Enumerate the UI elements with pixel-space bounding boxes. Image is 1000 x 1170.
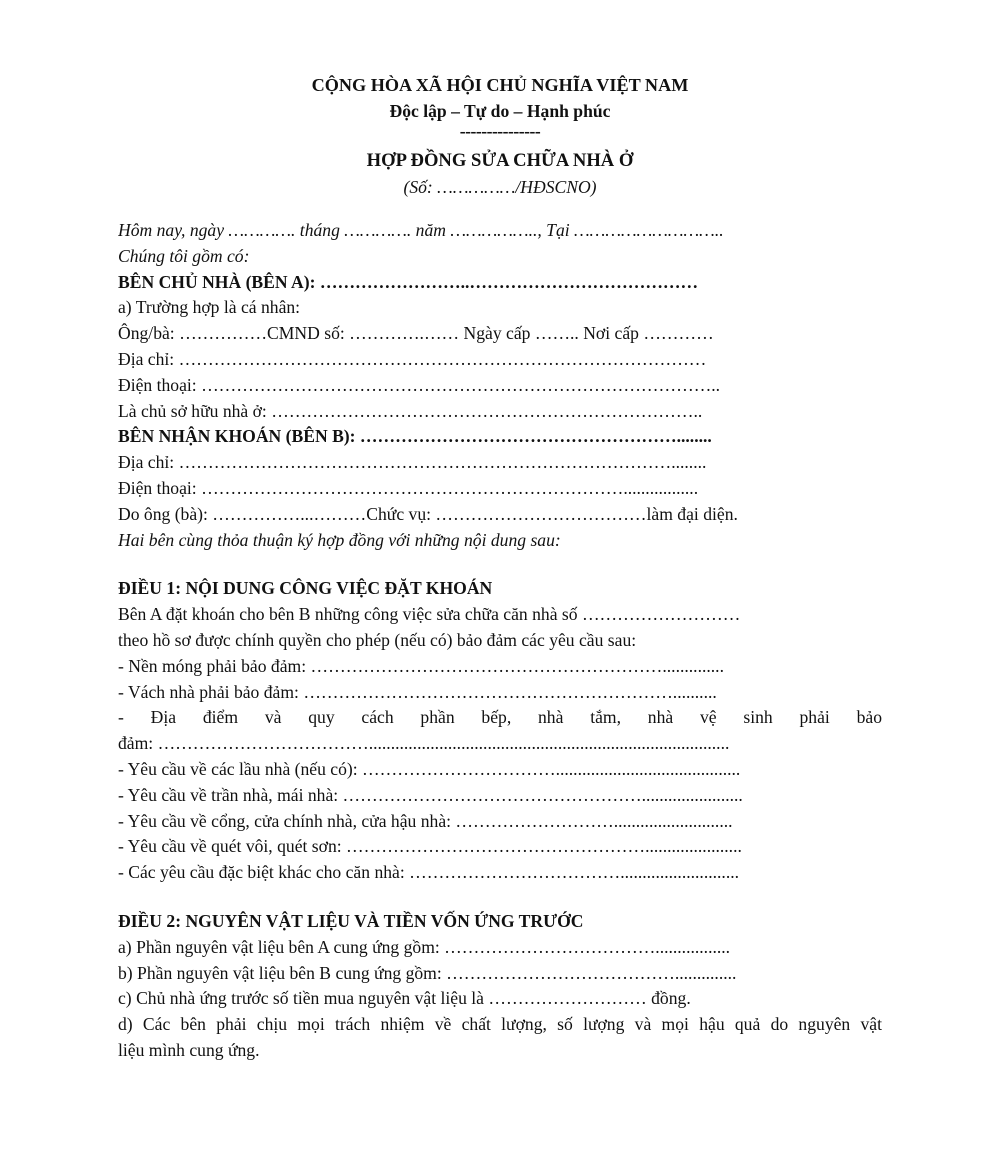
parties-intro: Chúng tôi gồm có: [118,245,250,266]
contract-page [118,72,882,1064]
article-1-heading: ĐIỀU 1: NỘI DUNG CÔNG VIỆC ĐẶT KHOÁN [118,578,493,599]
party-b-phone: Điện thoại: ………………………………………………………………................. [118,477,699,498]
party-b-heading: BÊN NHẬN KHOÁN (BÊN B): ………………………………………………........ [118,426,712,447]
requirement-paint: - Yêu cầu về quét vôi, quét sơn: ……………………………………………...................... [118,836,742,857]
requirement-foundation: - Nền móng phải bảo đảm: …………………………………………………….............. [118,655,724,676]
spacer [118,886,882,909]
article-2-item-c: c) Chủ nhà ứng trước số tiền mua nguyên vật liệu là ……………………… đồng. [118,988,691,1009]
party-b-address: Địa chỉ: …………………………………………………………………………........ [118,452,707,473]
article-2-heading: ĐIỀU 2: NGUYÊN VẬT LIỆU VÀ TIỀN VỐN ỨNG TRƯỚC [118,910,584,931]
party-a-phone: Điện thoại: …………………………………………………………………………….. [118,374,721,395]
contract-number: (Số: ……………/HĐSCNO) [403,177,597,197]
requirement-special: - Các yêu cầu đặc biệt khác cho căn nhà: ………………………………........................... [118,862,740,883]
spacer [118,200,882,218]
requirement-floors: - Yêu cầu về các lầu nhà (nếu có): …………………………….......................................... [118,758,741,779]
requirement-kitchen-bath: - Địa điểm và quy cách phần bếp, nhà tắm, nhà vệ sinh phải bảo [118,707,882,728]
date-line: Hôm nay, ngày …………. tháng …………. năm …………….., Tại ……………………….. [118,220,724,240]
spacer [118,553,882,576]
requirement-walls: - Vách nhà phải bảo đảm: ……………………………………………………….......... [118,681,717,702]
contract-title: HỢP ĐỒNG SỬA CHỮA NHÀ Ở [366,150,634,171]
agreement-statement: Hai bên cùng thỏa thuận ký hợp đồng với những nội dung sau: [118,529,561,550]
party-b-representative: Do ông (bà): ……………...………Chức vụ: ………………………………làm đại diện. [118,503,738,524]
requirement-ceiling-roof: - Yêu cầu về trần nhà, mái nhà: ……………………………………………....................... [118,784,743,805]
national-motto: Độc lập – Tự do – Hạnh phúc [389,101,611,121]
article-2-item-d: d) Các bên phải chịu mọi trách nhiệm về chất lượng, số lượng và mọi hậu quả do nguyên vật [118,1014,882,1035]
article-2-item-d-cont: liệu mình cung ứng. [118,1039,260,1060]
article-2-item-b: b) Phần nguyên vật liệu bên B cung ứng gồm: ………………………………….............. [118,962,737,983]
party-a-name-line: Ông/bà: ……………CMND số: ………….…… Ngày cấp …….. Nơi cấp ………… [118,323,714,344]
party-a-address: Địa chỉ: ……………………………………………………………………………… [118,348,707,369]
header-divider: --------------- [459,121,541,141]
party-a-case: a) Trường hợp là cá nhân: [118,297,301,318]
article-1-line-2: theo hồ sơ được chính quyền cho phép (nếu có) bảo đảm các yêu cầu sau: [118,629,637,650]
nation-title: CỘNG HÒA XÃ HỘI CHỦ NGHĨA VIỆT NAM [311,75,689,95]
requirement-gates-doors: - Yêu cầu về cổng, cửa chính nhà, cửa hậu nhà: ………………………........................... [118,810,733,831]
article-1-line-1: Bên A đặt khoán cho bên B những công việc sửa chữa căn nhà số ……………………… [118,604,741,625]
requirement-kitchen-bath-cont: đảm: ……………………………….................................................................................. [118,733,730,754]
party-a-owner: Là chủ sở hữu nhà ở: ……………………………………………………………….. [118,400,703,421]
party-a-heading: BÊN CHỦ NHÀ (BÊN A): ……………………..………………………………… [118,271,699,292]
article-2-item-a: a) Phần nguyên vật liệu bên A cung ứng gồm: ………………………………................. [118,936,731,957]
